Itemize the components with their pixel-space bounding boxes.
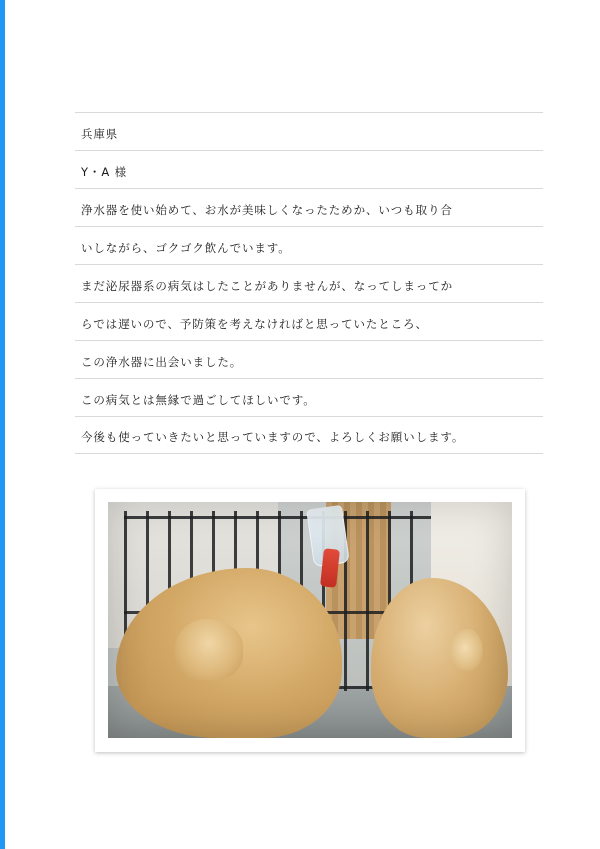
photo-image xyxy=(108,502,512,738)
letter-line-text: 兵庫県 xyxy=(81,127,119,141)
letter-sheet xyxy=(10,0,600,849)
letter-body xyxy=(75,112,543,454)
letter-line-text: 浄水器を使い始めて、お水が美味しくなったためか、いつも取り合 xyxy=(81,203,453,217)
letter-line xyxy=(75,416,543,454)
letter-line-text: まだ泌尿器系の病気はしたことがありませんが、なってしまってか xyxy=(81,279,453,293)
letter-line-text: らでは遅いので、予防策を考えなければと思っていたところ、 xyxy=(81,317,428,331)
letter-line-text: Y・A 様 xyxy=(81,165,128,179)
letter-line xyxy=(75,378,543,416)
letter-line xyxy=(75,112,543,150)
letter-line-text: いしながら、ゴクゴク飲んでいます。 xyxy=(81,241,291,255)
letter-line xyxy=(75,302,543,340)
letter-line xyxy=(75,150,543,188)
letter-line-text: 今後も使っていきたいと思っていますので、よろしくお願いします。 xyxy=(81,430,465,444)
letter-line-text: この病気とは無縁で過ごしてほしいです。 xyxy=(81,393,316,407)
letter-line-text: この浄水器に出会いました。 xyxy=(81,355,243,369)
letter-line xyxy=(75,264,543,302)
photo-vignette xyxy=(108,502,512,738)
photo-card xyxy=(95,489,525,752)
letter-line xyxy=(75,340,543,378)
letter-line xyxy=(75,226,543,264)
letter-line xyxy=(75,188,543,226)
photo-scene xyxy=(108,502,512,738)
